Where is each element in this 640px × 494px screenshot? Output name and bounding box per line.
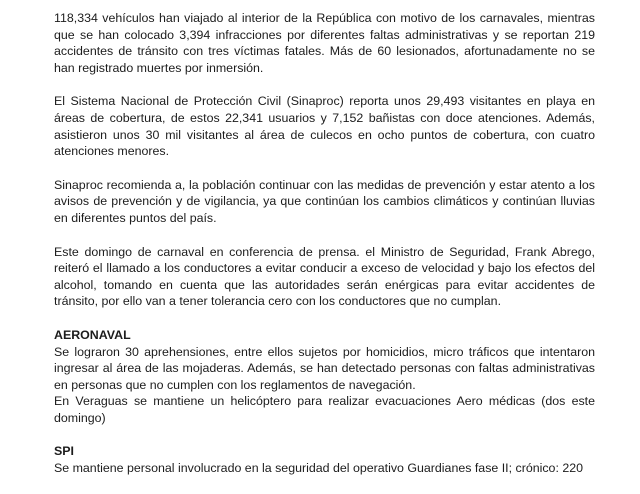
section-spi	[54, 443, 595, 476]
document-body	[54, 10, 595, 494]
paragraph-traffic: 118,334 vehículos han viajado al interior de la República con motivo de los carnavales, mientras que se han colocado 3,394 infracciones por diferentes faltas administrativas y se reportan 219 accidentes de tránsito con tres víctimas fatales. Más de 60 lesionados, afortunadamente no se han registrado muertes por inmersión.	[54, 11, 595, 75]
section-aeronaval	[54, 327, 595, 427]
paragraph-minister-security: Este domingo de carnaval en conferencia de prensa. el Ministro de Seguridad, Frank Abrego, reiteró el llamado a los conductores a evitar conducir a exceso de velocidad y bajo los efectos del alcohol, tomando en cuenta que las autoridades serán enérgicas para evitar accidentes de tránsito, por ello van a tener tolerancia cero con los conductores que no cumplan.	[54, 244, 595, 309]
paragraph-sinaproc-recommendation: Sinaproc recomienda a, la población continuar con las medidas de prevención y estar atento a los avisos de prevención y de vigilancia, ya que continúan los cambios climáticos y continúan lluvias en diferentes puntos del país.	[54, 177, 595, 225]
spi-partial-line: Se mantiene personal involucrado en la seguridad del operativo Guardianes fase II; crónico: 220	[54, 461, 583, 476]
aeronaval-line-veraguas: En Veraguas se mantiene un helicóptero para realizar evacuaciones Aero médicas (dos este domingo)	[54, 394, 595, 425]
section-heading-aeronaval: AERONAVAL	[54, 327, 131, 342]
paragraph-sinaproc-visitors: El Sistema Nacional de Protección Civil (Sinaproc) reporta unos 29,493 visitantes en playa en áreas de cobertura, de estos 22,341 usuarios y 7,152 bañistas con doce atenciones. Además, asistieron unos 30 mil visitantes al área de culecos en ocho puntos de cobertura, con cuatro atenciones menores.	[54, 94, 595, 159]
section-heading-spi: SPI	[54, 444, 74, 459]
aeronaval-lines	[54, 344, 595, 427]
aeronaval-line-arrests: Se lograron 30 aprehensiones, entre ellos sujetos por homicidios, micro tráficos que intentaron ingresar al área de las mojaderas. Además, se han detectado personas con faltas administrativas en personas que no cumplen con los reglamentos de navegación.	[54, 344, 595, 392]
